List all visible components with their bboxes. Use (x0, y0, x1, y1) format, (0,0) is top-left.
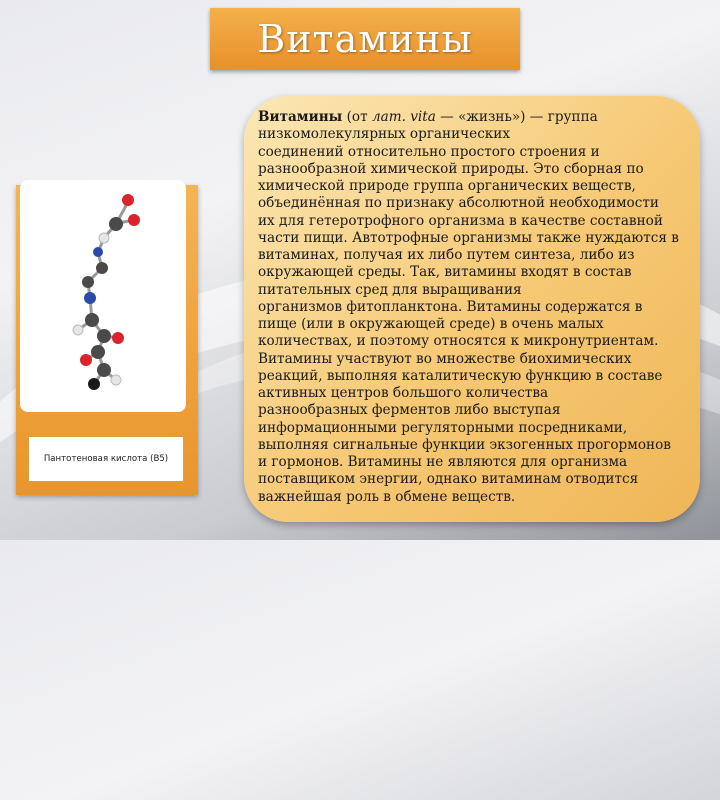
body-line: соединений относительно простого строения и (258, 143, 600, 160)
carbon-atom (88, 378, 100, 390)
carbon-atom (91, 345, 105, 359)
body-line: и гормонов. Витамины не являются для организма (258, 454, 628, 470)
oxygen-atom (122, 194, 134, 206)
body-line: их для гетеротрофного организма в качестве составной (258, 212, 663, 229)
body-term: Витамины (258, 109, 343, 125)
body-line: информационными регуляторными посредниками, (258, 419, 628, 436)
body-line: питательных сред для выращивания (258, 281, 522, 298)
body-line: низкомолекулярных органических (258, 126, 511, 143)
body-line: химической природе группа органических веществ, (258, 178, 636, 194)
carbon-atom (109, 217, 123, 231)
body-line-first (258, 109, 692, 126)
carbon-atom (85, 313, 99, 327)
carbon-atom (82, 276, 94, 288)
body-text-fragment: — «жизнь») — группа (435, 109, 598, 125)
oxygen-atom (112, 332, 124, 344)
body-line: поставщиком энергии, однако витаминам отводится (258, 471, 639, 488)
body-text-latin-abbr: лат. (371, 109, 406, 125)
body-line: реакций, выполняя каталитическую функцию в составе (258, 367, 663, 384)
body-text-latin-word: vita (410, 109, 436, 125)
body-line: Витамины участвуют во множестве биохимических (258, 350, 632, 367)
body-paragraph (258, 109, 692, 506)
slide-title: Витамины (257, 17, 473, 61)
nitrogen-atom (84, 292, 96, 304)
hydrogen-atom (111, 375, 121, 385)
carbon-atom (97, 329, 111, 343)
body-line: части пищи. Автотрофные организмы также нуждаются в (258, 229, 679, 246)
body-line: разнообразных ферментов либо выступая (258, 402, 561, 419)
body-line: витаминах, получая их либо путем синтеза, либо из (258, 247, 635, 263)
image-caption-box (28, 436, 184, 482)
body-line: активных центров большого количества (258, 385, 549, 401)
body-line: пище (или в окружающей среде) в очень малых (258, 316, 604, 332)
nitrogen-atom (93, 247, 103, 257)
molecule-model-image (20, 180, 186, 412)
body-line: важнейшая роль в обмене веществ. (258, 488, 516, 505)
body-line: окружающей среды. Так, витамины входят в состав (258, 264, 632, 281)
body-line: выполняя сигнальные функции экзогенных прогормонов (258, 436, 671, 453)
oxygen-atom (128, 214, 140, 226)
body-line: организмов фитопланктона. Витамины содержатся в (258, 298, 643, 315)
carbon-atom (96, 262, 108, 274)
hydrogen-atom (73, 325, 83, 335)
body-line: объединённая по признаку абсолютной необходимости (258, 195, 659, 212)
molecule-image-frame (20, 180, 186, 412)
image-caption: Пантотеновая кислота (B5) (43, 454, 169, 464)
hydrogen-atom (99, 233, 109, 243)
oxygen-atom (80, 354, 92, 366)
body-line: количествах, и поэтому относятся к микронутриентам. (258, 333, 659, 350)
body-line: разнообразной химической природы. Это сборная по (258, 160, 644, 177)
slide-title-box (210, 8, 520, 70)
body-text-fragment: (от (342, 109, 372, 125)
carbon-atom (97, 363, 111, 377)
